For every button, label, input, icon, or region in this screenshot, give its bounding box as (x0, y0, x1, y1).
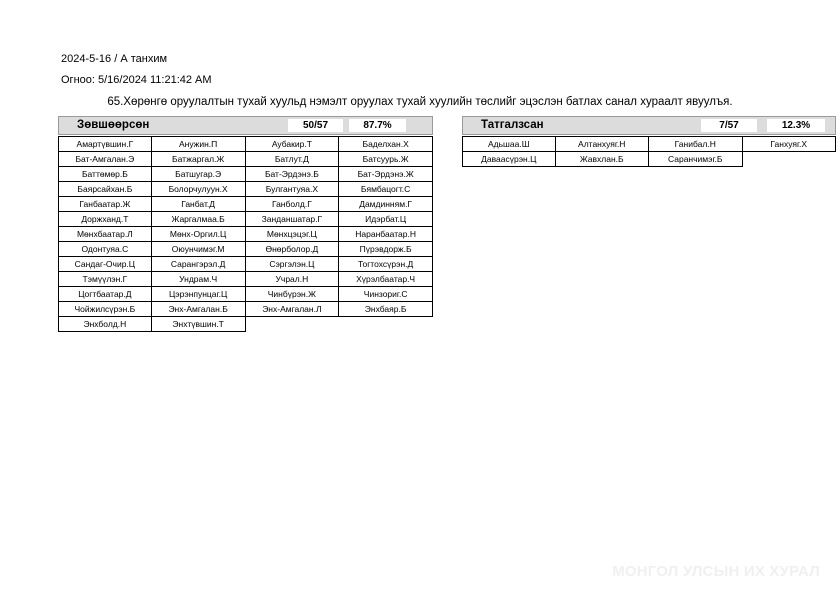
votes-against-percent: 12.3% (767, 119, 825, 132)
member-name-cell: Энхбаяр.Б (338, 301, 433, 317)
member-name-cell: Мөнхцэцэг.Ц (245, 226, 340, 242)
member-name-cell: Батсуурь.Ж (338, 151, 433, 167)
motion-title: 65.Хөрөнгө оруулалтын тухай хуульд нэмэлт оруулах тухай хуулийн төслийг эцэслэн батлах санал хураалт явуулъя. (107, 96, 733, 108)
member-name-cell: Мөнхбаатар.Л (58, 226, 152, 242)
member-name-cell: Батлут.Д (245, 151, 340, 167)
member-name-cell: Анужин.П (151, 136, 246, 152)
member-name-cell: Адьшаа.Ш (462, 136, 556, 152)
member-name-cell: Энхболд.Н (58, 316, 152, 332)
votes-for-panel (58, 116, 433, 332)
member-name-cell: Оюунчимэг.М (151, 241, 246, 257)
member-name-cell: Пүрэвдорж.Б (338, 241, 433, 257)
member-name-cell: Учрал.Н (245, 271, 340, 287)
member-name-cell: Идэрбат.Ц (338, 211, 433, 227)
member-name-cell: Амартүвшин.Г (58, 136, 152, 152)
member-name-cell: Дамдинням.Г (338, 196, 433, 212)
member-name-cell: Алтанхуяг.Н (555, 136, 650, 152)
member-name-cell: Чойжилсүрэн.Б (58, 301, 152, 317)
member-name-cell: Чинзориг.С (338, 286, 433, 302)
member-name-cell: Мөнх-Оргил.Ц (151, 226, 246, 242)
member-name-cell: Занданшатар.Г (245, 211, 340, 227)
member-name-cell: Бат-Амгалан.Э (58, 151, 152, 167)
member-name-cell: Өнөрболор.Д (245, 241, 340, 257)
member-name-cell: Цогтбаатар.Д (58, 286, 152, 302)
member-name-cell: Ундрам.Ч (151, 271, 246, 287)
votes-against-panel (462, 116, 836, 167)
member-name-cell: Ганболд.Г (245, 196, 340, 212)
votes-for-percent: 87.7% (349, 119, 406, 132)
member-name-cell: Сэргэлэн.Ц (245, 256, 340, 272)
votes-for-title: Зөвшөөрсөн (77, 119, 150, 131)
votes-against-header (462, 116, 836, 135)
member-name-cell: Баделхан.Х (338, 136, 433, 152)
member-name-cell: Энх-Амгалан.Л (245, 301, 340, 317)
member-name-cell: Жаргалмаа.Б (151, 211, 246, 227)
member-name-cell: Тэмүүлэн.Г (58, 271, 152, 287)
member-name-cell: Саранчимэг.Б (648, 151, 743, 167)
member-name-cell: Одонтуяа.С (58, 241, 152, 257)
votes-against-count: 7/57 (701, 119, 757, 132)
votes-against-grid (462, 137, 836, 167)
member-name-cell: Бямбацогт.С (338, 181, 433, 197)
member-name-cell: Булгантуяа.Х (245, 181, 340, 197)
member-name-cell: Баярсайхан.Б (58, 181, 152, 197)
issued-datetime: Огноо: 5/16/2024 11:21:42 AM (61, 74, 212, 86)
member-name-cell: Бат-Эрдэнэ.Ж (338, 166, 433, 182)
member-name-cell: Батжаргал.Ж (151, 151, 246, 167)
member-name-cell: Жавхлан.Б (555, 151, 650, 167)
member-name-cell: Энхтүвшин.Т (151, 316, 246, 332)
watermark: МОНГОЛ УЛСЫН ИХ ХУРАЛ (612, 563, 820, 580)
votes-against-title: Татгалзсан (481, 119, 544, 131)
member-name-cell: Сандаг-Очир.Ц (58, 256, 152, 272)
member-name-cell: Аубакир.Т (245, 136, 340, 152)
member-name-cell: Батшугар.Э (151, 166, 246, 182)
member-name-cell: Тогтохсүрэн.Д (338, 256, 433, 272)
votes-for-grid (58, 137, 433, 332)
member-name-cell: Энх-Амгалан.Б (151, 301, 246, 317)
votes-for-count: 50/57 (288, 119, 343, 132)
member-name-cell: Ганхуяг.Х (742, 136, 837, 152)
member-name-cell: Доржханд.Т (58, 211, 152, 227)
session-date: 2024-5-16 / А танхим (61, 53, 168, 65)
member-name-cell: Баттөмөр.Б (58, 166, 152, 182)
member-name-cell: Ганбат.Д (151, 196, 246, 212)
votes-for-header (58, 116, 433, 135)
member-name-cell: Чинбүрэн.Ж (245, 286, 340, 302)
member-name-cell: Наранбаатар.Н (338, 226, 433, 242)
member-name-cell: Ганбаатар.Ж (58, 196, 152, 212)
member-name-cell: Болорчулуун.Х (151, 181, 246, 197)
member-name-cell: Даваасүрэн.Ц (462, 151, 556, 167)
member-name-cell: Бат-Эрдэнэ.Б (245, 166, 340, 182)
member-name-cell: Ганибал.Н (648, 136, 743, 152)
member-name-cell: Цэрэнпунцаг.Ц (151, 286, 246, 302)
member-name-cell: Хүрэлбаатар.Ч (338, 271, 433, 287)
member-name-cell: Сарангэрэл.Д (151, 256, 246, 272)
